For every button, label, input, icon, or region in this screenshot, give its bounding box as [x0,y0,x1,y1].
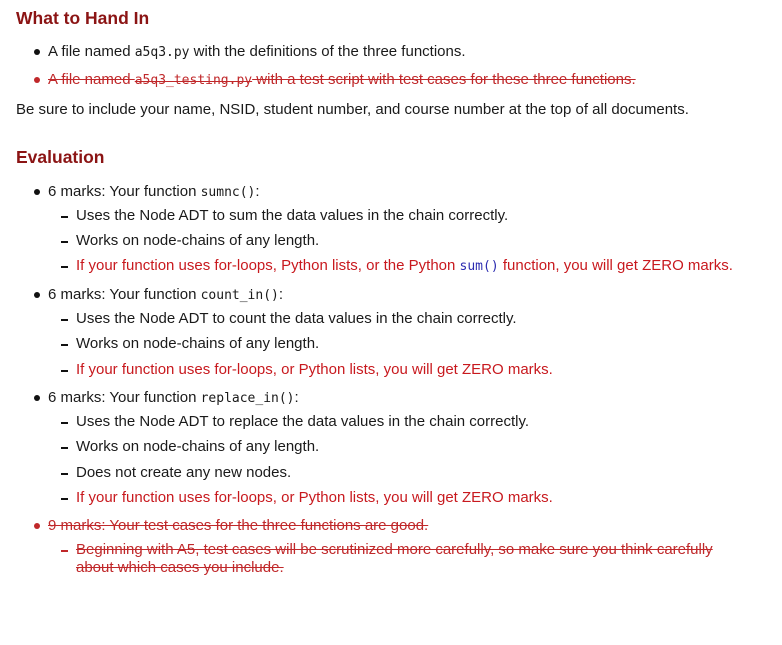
replace-in-sub-correct: Uses the Node ADT to replace the data values in the chain correctly. [76,413,530,430]
hand-in-item-text: A file named [48,71,135,88]
bullet-icon [34,395,40,401]
function-code: count_in() [200,288,279,303]
hand-in-item-testing-file [48,70,636,91]
criterion-text: 6 marks: Your function [48,286,201,303]
warning-text: function, you will get ZERO marks. [498,257,733,274]
dash-icon [61,422,68,424]
hand-in-note: Be sure to include your name, NSID, student number, and course number at the top of all documents. [16,101,689,118]
count-in-sub-correct: Uses the Node ADT to count the data values in the chain correctly. [76,310,517,327]
test-cases-sub-note: Beginning with A5, test cases will be scrutinized more carefully, so make sure you think carefully about which cases you include. [76,541,713,576]
dash-icon [61,447,68,449]
hand-in-heading: What to Hand In [16,8,150,28]
sumnc-warning [76,256,733,277]
filename-code: a5q3_testing.py [134,73,253,88]
dash-icon [61,370,68,372]
bullet-icon [34,77,40,83]
dash-icon [61,319,68,321]
criterion-text: : [255,183,260,200]
bullet-icon [34,523,40,529]
hand-in-item-main-file [48,42,466,63]
bullet-icon [34,292,40,298]
replace-in-warning: If your function uses for-loops, or Python lists, you will get ZERO marks. [76,489,553,506]
warning-text: If your function uses for-loops, Python lists, or the Python [76,257,460,274]
criterion-sumnc [48,182,260,203]
count-in-warning: If your function uses for-loops, or Python lists, you will get ZERO marks. [76,361,553,378]
dash-icon [61,550,68,552]
criterion-text: : [294,389,299,406]
function-code: sumnc() [200,185,256,200]
function-code: sum() [459,259,499,274]
criterion-text: 6 marks: Your function [48,183,201,200]
criterion-text: 6 marks: Your function [48,389,201,406]
hand-in-item-text: A file named [48,43,135,60]
criterion-test-cases: 9 marks: Your test cases for the three functions are good. [48,517,429,534]
sumnc-sub-length: Works on node-chains of any length. [76,232,320,249]
dash-icon [61,473,68,475]
hand-in-item-text: with a test script with test cases for these three functions. [252,71,636,88]
replace-in-sub-no-new-nodes: Does not create any new nodes. [76,464,292,481]
filename-code: a5q3.py [134,45,190,60]
function-code: replace_in() [200,391,295,406]
criterion-text: : [278,286,284,303]
sumnc-sub-correct: Uses the Node ADT to sum the data values in the chain correctly. [76,207,509,224]
bullet-icon [34,49,40,55]
bullet-icon [34,189,40,195]
criterion-replace-in [48,388,299,409]
count-in-sub-length: Works on node-chains of any length. [76,335,320,352]
dash-icon [61,241,68,243]
evaluation-heading: Evaluation [16,147,105,167]
dash-icon [61,216,68,218]
dash-icon [61,344,68,346]
replace-in-sub-length: Works on node-chains of any length. [76,438,320,455]
criterion-count-in [48,285,283,306]
hand-in-item-text: with the definitions of the three functions. [189,43,466,60]
dash-icon [61,498,68,500]
dash-icon [61,266,68,268]
